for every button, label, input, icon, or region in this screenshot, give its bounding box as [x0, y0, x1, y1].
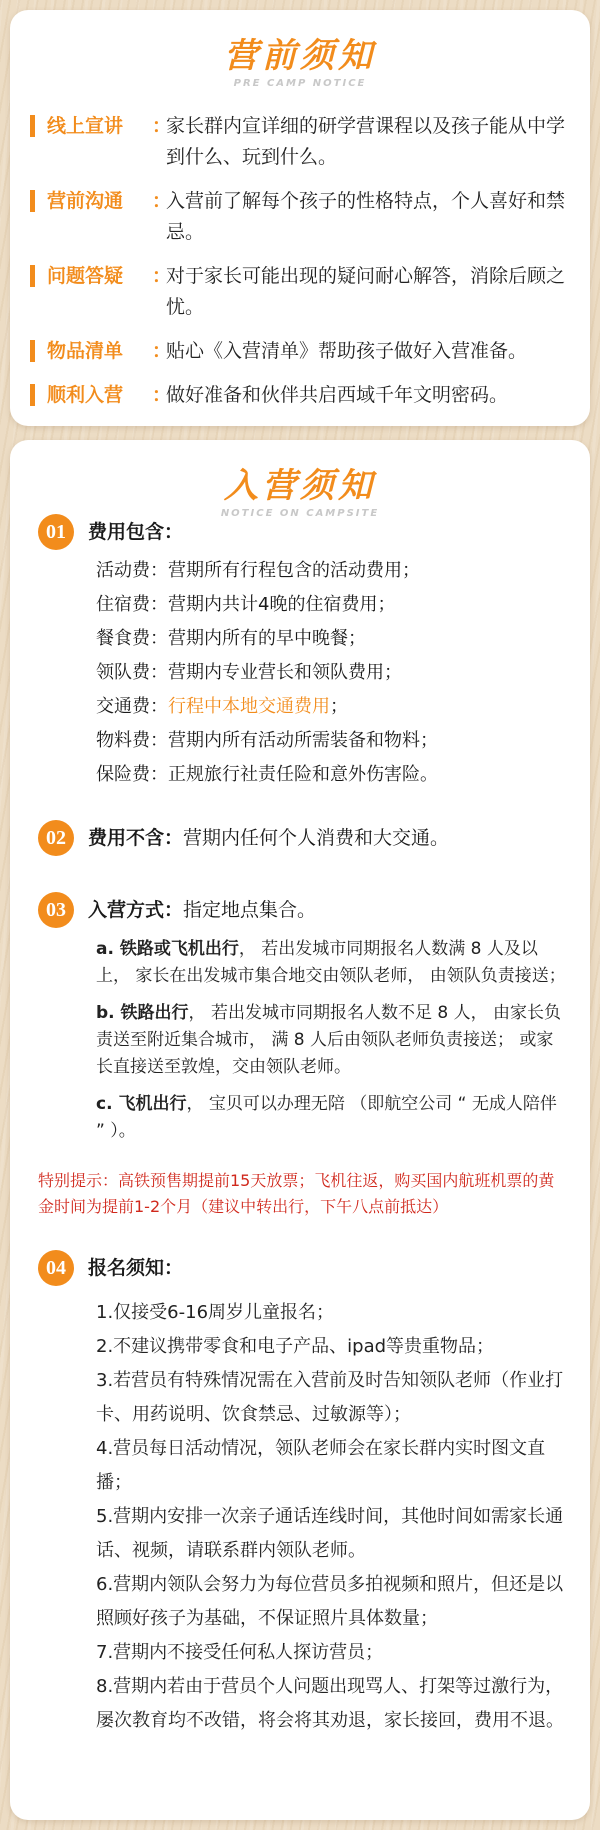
colon: ： — [152, 190, 172, 212]
pre-camp-header — [10, 10, 590, 89]
section-heading — [88, 1250, 566, 1286]
section-fees-included — [38, 514, 566, 792]
section-heading — [88, 820, 566, 856]
fee-name: 保险费： — [96, 764, 168, 785]
entry-option-text: ， 宝贝可以办理无陪 （即航空公司 “ 无成人陪伴 ” ）。 — [96, 1094, 557, 1141]
fee-name: 物料费： — [96, 730, 168, 751]
section-heading — [88, 892, 566, 928]
registration-item: 5.营期内安排一次亲子通话连线时间，其他时间如需家长通话、视频，请联系群内领队老师。 — [96, 1506, 564, 1561]
section-number-badge: 03 — [38, 892, 74, 928]
pre-camp-item — [30, 186, 568, 248]
pre-camp-item-text: 对于家长可能出现的疑问耐心解答，消除后顾之忧。 — [166, 265, 566, 318]
fee-item — [96, 622, 566, 656]
accent-bar — [30, 340, 35, 362]
campsite-title: 入营须知 — [224, 466, 376, 506]
registration-item: 7.营期内不接受任何私人探访营员； — [96, 1642, 384, 1663]
pre-camp-item — [30, 380, 568, 411]
pre-camp-list — [10, 89, 590, 411]
fee-desc: 营期内共计4晚的住宿费用； — [168, 594, 396, 615]
fee-desc: 正规旅行社责任险和意外伤害险。 — [168, 764, 438, 785]
section-fees-excluded — [38, 820, 566, 856]
entry-option-text: ， 若出发城市同期报名人数满 8 人及以上， 家长在出发城市集合地交由领队老师， 由领队负责接送； — [96, 939, 566, 986]
registration-item: 8.营期内若由于营员个人问题出现骂人、打架等过激行为，屡次教育均不改错，将会将其劝退，家长接回，费用不退。 — [96, 1676, 564, 1731]
fee-name: 领队费： — [96, 662, 168, 683]
pre-camp-item-label: 物品清单 — [47, 340, 124, 362]
colon: ： — [152, 115, 172, 137]
registration-list — [96, 1296, 566, 1738]
section-entry-method — [38, 892, 566, 1155]
entry-option — [96, 936, 566, 990]
registration-item: 3.若营员有特殊情况需在入营前及时告知领队老师（作业打卡、用药说明、饮食禁忌、过敏源等）； — [96, 1370, 564, 1425]
fee-item — [96, 690, 566, 724]
fee-list — [96, 554, 566, 792]
section-registration — [38, 1250, 566, 1738]
fee-item — [96, 724, 566, 758]
campsite-subtitle: NOTICE ON CAMPSITE — [220, 508, 380, 519]
fee-item — [96, 758, 566, 792]
accent-bar — [30, 265, 35, 287]
pre-camp-item-label: 顺利入营 — [47, 384, 124, 406]
pre-camp-item-text: 贴心《入营清单》帮助孩子做好入营准备。 — [166, 340, 528, 362]
section-number-badge: 02 — [38, 820, 74, 856]
fee-item — [96, 554, 566, 588]
fee-desc-tail: ； — [330, 696, 348, 717]
fee-item — [96, 588, 566, 622]
colon: ： — [152, 265, 172, 287]
section-heading-text: 入营方式： — [88, 899, 184, 921]
fee-desc: 营期内所有的早中晚餐； — [168, 628, 366, 649]
accent-bar — [30, 115, 35, 137]
section-text: 营期内任何个人消费和大交通。 — [183, 827, 450, 849]
pre-camp-item — [30, 261, 568, 323]
fee-desc: 营期内所有活动所需装备和物料； — [168, 730, 438, 751]
pre-camp-item-label: 营前沟通 — [47, 190, 124, 212]
pre-camp-item-text: 入营前了解每个孩子的性格特点，个人喜好和禁忌。 — [166, 190, 566, 243]
pre-camp-card — [10, 10, 590, 426]
pre-camp-item-label: 线上宣讲 — [47, 115, 124, 137]
fee-desc-highlight: 行程中本地交通费用 — [168, 696, 330, 717]
fee-name: 住宿费： — [96, 594, 168, 615]
campsite-header — [10, 440, 590, 519]
section-heading-text: 报名须知： — [88, 1257, 184, 1279]
fee-name: 餐食费： — [96, 628, 168, 649]
entry-option-lead: c. 飞机出行 — [96, 1094, 187, 1114]
special-notice: 特别提示：高铁预售期提前15天放票；飞机往返，购买国内航班机票的黄金时间为提前1-2个月（建议中转出行，下午八点前抵达） — [38, 1171, 555, 1216]
entry-options — [96, 936, 566, 1145]
registration-item: 2.不建议携带零食和电子产品、ipad等贵重物品； — [96, 1336, 495, 1357]
pre-camp-item-label: 问题答疑 — [47, 265, 124, 287]
pre-camp-item — [30, 111, 568, 173]
accent-bar — [30, 384, 35, 406]
entry-option — [96, 1000, 566, 1081]
campsite-card — [10, 440, 590, 1820]
pre-camp-item — [30, 336, 568, 367]
section-text: 指定地点集合。 — [183, 899, 317, 921]
fee-desc: 营期内专业营长和领队费用； — [168, 662, 402, 683]
colon: ： — [152, 384, 172, 406]
entry-option-lead: a. 铁路或飞机出行 — [96, 939, 239, 959]
section-heading-text: 费用不含： — [88, 827, 184, 849]
entry-option — [96, 1091, 566, 1145]
pre-camp-item-text: 做好准备和伙伴共启西域千年文明密码。 — [166, 384, 509, 406]
section-number-badge: 04 — [38, 1250, 74, 1286]
entry-option-text: ， 若出发城市同期报名人数不足 8 人， 由家长负责送至附近集合城市， 满 8 人后由领队老师负责接送； 或家长直接送至敦煌，交由领队老师。 — [96, 1003, 561, 1077]
pre-camp-subtitle: PRE CAMP NOTICE — [233, 78, 367, 89]
fee-name: 交通费： — [96, 696, 168, 717]
fee-name: 活动费： — [96, 560, 168, 581]
section-heading-text: 费用包含： — [88, 521, 184, 543]
registration-item: 4.营员每日活动情况，领队老师会在家长群内实时图文直播； — [96, 1438, 546, 1493]
registration-item: 6.营期内领队会努力为每位营员多拍视频和照片，但还是以照顾好孩子为基础，不保证照片具体数量； — [96, 1574, 564, 1629]
section-heading — [88, 514, 566, 550]
pre-camp-title: 营前须知 — [224, 36, 376, 76]
entry-option-lead: b. 铁路出行 — [96, 1003, 189, 1023]
accent-bar — [30, 190, 35, 212]
fee-desc: 营期所有行程包含的活动费用； — [168, 560, 420, 581]
pre-camp-item-text: 家长群内宣详细的研学营课程以及孩子能从中学到什么、玩到什么。 — [166, 115, 566, 168]
colon: ： — [152, 340, 172, 362]
registration-item: 1.仅接受6-16周岁儿童报名； — [96, 1302, 335, 1323]
section-number-badge: 01 — [38, 514, 74, 550]
fee-item — [96, 656, 566, 690]
